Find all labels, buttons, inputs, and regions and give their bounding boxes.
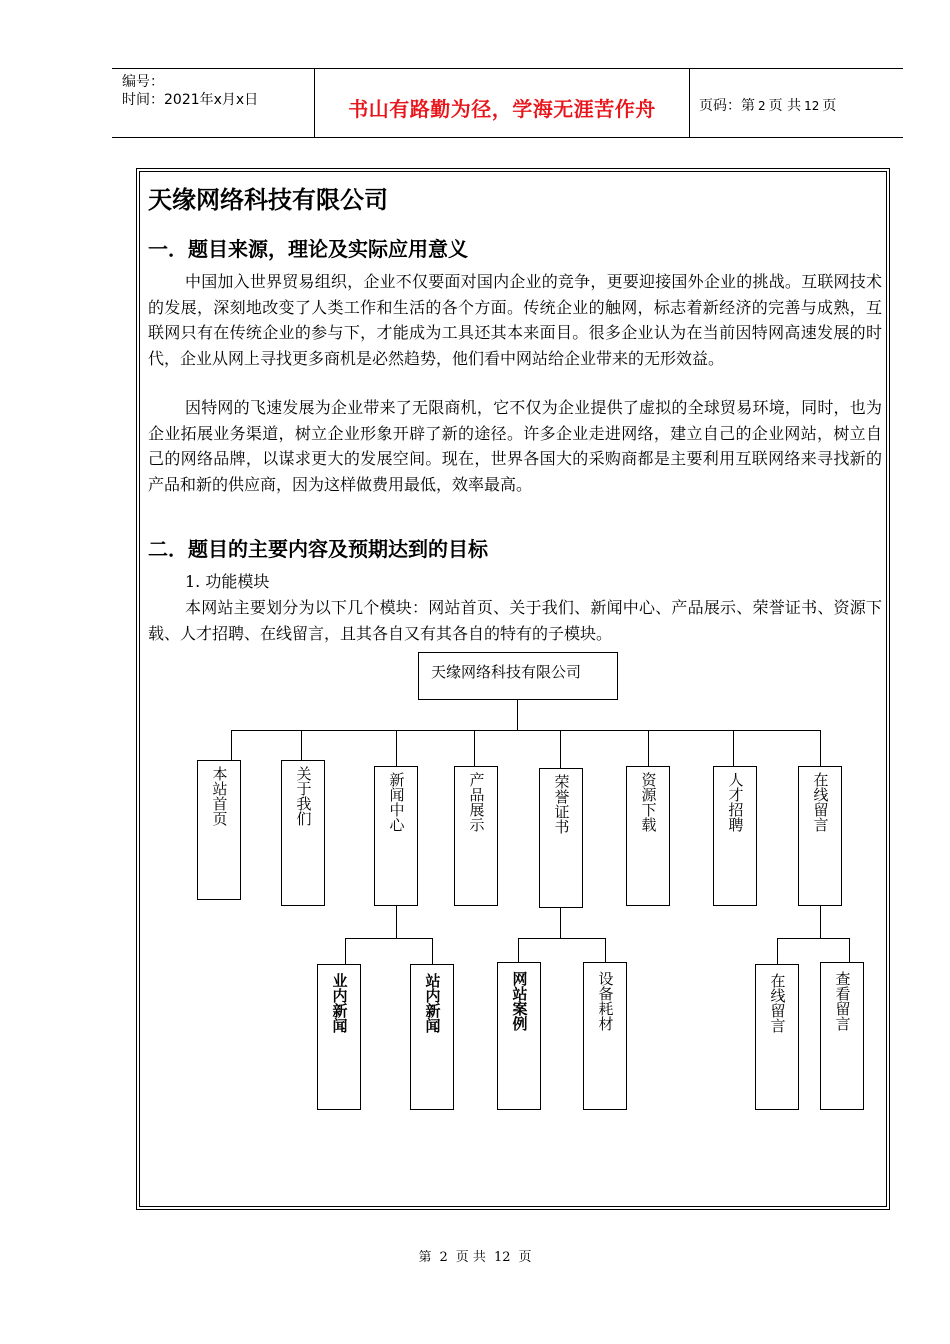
motto: 书山有路勤为径，学海无涯苦作舟: [348, 97, 656, 121]
org-connector: [396, 906, 397, 938]
org-connector: [605, 938, 606, 962]
org-connector: [231, 730, 232, 760]
number-label: 编号：: [122, 74, 164, 90]
footer-total: 12: [493, 1250, 511, 1265]
module-box: [626, 766, 670, 906]
org-connector: [518, 938, 519, 962]
org-root-label: 天缘网络科技有限公司: [431, 663, 582, 681]
submodule-label: 设备耗材: [596, 971, 615, 1031]
page-prefix: 页码：第: [699, 98, 755, 114]
org-connector: [396, 730, 397, 766]
org-connector: [474, 730, 475, 766]
module-label: 人才招聘: [726, 772, 745, 832]
header-page-number: [699, 95, 836, 115]
module-label: 本站首页: [210, 766, 229, 826]
module-box: [281, 760, 325, 906]
page-total: 12: [804, 99, 820, 113]
subsection-function-modules: 1. 功能模块: [185, 572, 270, 591]
module-box: [454, 766, 498, 906]
section-1-paragraph-2: 因特网的飞速发展为企业带来了无限商机，它不仅为企业提供了虚拟的全球贸易环境，同时，也为企业拓展业务渠道，树立企业形象开辟了新的途径。许多企业走进网络，建立自己的企业网站，树立自己的网络品牌，以谋求更大的发展空间。现在，世界各国大的采购商都是主要利用互联网络来寻找新的产品和新的供应商，因为这样做费用最低，效率最高。: [148, 398, 882, 494]
org-connector: [518, 938, 605, 939]
submodule-label: 网站案例: [510, 971, 529, 1031]
org-connector: [560, 908, 561, 938]
org-connector: [733, 730, 734, 766]
org-connector: [345, 938, 432, 939]
org-connector: [301, 730, 302, 760]
org-connector: [648, 730, 649, 766]
org-connector: [231, 730, 820, 731]
org-connector: [849, 938, 850, 964]
footer-current: 2: [439, 1250, 448, 1265]
submodule-label: 站内新闻: [423, 973, 442, 1033]
time-label: 时间：2021年x月x日: [122, 92, 259, 108]
org-connector: [560, 730, 561, 768]
org-connector: [345, 938, 346, 964]
submodule-box: [820, 962, 864, 1110]
org-connector: [820, 730, 821, 766]
footer-suffix: 页: [518, 1250, 532, 1265]
org-connector: [432, 938, 433, 964]
submodule-box: [583, 962, 627, 1110]
submodule-box: [497, 962, 541, 1110]
section-2-title: 二．题目的主要内容及预期达到的目标: [148, 537, 488, 561]
section-2-paragraph-1: 本网站主要划分为以下几个模块：网站首页、关于我们、新闻中心、产品展示、荣誉证书、资源下载、人才招聘、在线留言，且其各自又有其各自的特有的子模块。: [148, 598, 882, 643]
section-1-paragraph-1: 中国加入世界贸易组织，企业不仅要面对国内企业的竞争，更要迎接国外企业的挑战。互联网技术的发展，深刻地改变了人类工作和生活的各个方面。传统企业的触网，标志着新经济的完善与成熟，互联网只有在传统企业的参与下，才能成为工具还其本来面目。很多企业认为在当前因特网高速发展的时代，企业从网上寻找更多商机是必然趋势，他们看中网站给企业带来的无形效益。: [148, 272, 882, 368]
module-box: [374, 766, 418, 906]
org-root-box: [418, 652, 618, 700]
section-1-title: 一．题目来源，理论及实际应用意义: [148, 237, 468, 261]
header-motto-cell: [314, 69, 690, 137]
page-mid: 页 共: [768, 98, 802, 114]
page-current: 2: [758, 99, 766, 113]
module-label: 在线留言: [811, 772, 830, 832]
org-connector: [517, 700, 518, 730]
submodule-label: 查看留言: [833, 971, 852, 1031]
org-connector: [820, 906, 821, 938]
header-page-cell: [689, 69, 903, 137]
company-title: 天缘网络科技有限公司: [148, 186, 388, 214]
module-label: 荣誉证书: [552, 774, 571, 834]
module-label: 关于我们: [294, 766, 313, 826]
footer-prefix: 第: [418, 1250, 432, 1265]
page-suffix: 页: [822, 98, 837, 114]
submodule-label: 业内新闻: [330, 973, 349, 1033]
module-box: [197, 760, 241, 900]
submodule-box: [755, 964, 799, 1110]
org-connector: [777, 938, 778, 964]
module-label: 资源下载: [639, 772, 658, 832]
module-box: [798, 766, 842, 906]
module-label: 产品展示: [467, 772, 486, 832]
module-box: [713, 766, 757, 906]
page-header: [112, 68, 903, 138]
header-meta-cell: [112, 69, 314, 137]
module-box: [539, 768, 583, 908]
page-footer: [0, 1246, 950, 1265]
module-label: 新闻中心: [387, 772, 406, 832]
footer-mid: 页 共: [455, 1250, 486, 1265]
submodule-box: [317, 964, 361, 1110]
org-connector: [777, 938, 849, 939]
submodule-label: 在线留言: [768, 973, 787, 1033]
submodule-box: [410, 964, 454, 1110]
